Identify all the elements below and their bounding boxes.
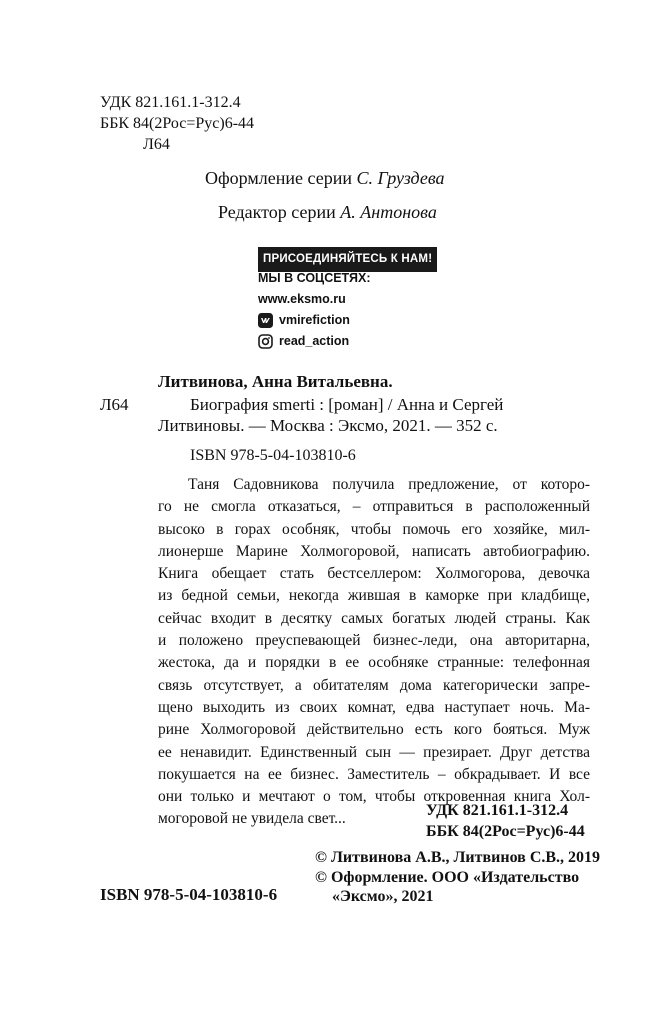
annotation-line: щено выходить из своих комнат, едва наступает ночь. Ма- (158, 698, 590, 716)
annotation-line: покушается на ее бизнес. Заместитель – обкрадывает. И все (158, 765, 590, 783)
bibliography-isbn: ISBN 978-5-04-103810-6 (190, 447, 356, 464)
series-design-credit (205, 166, 445, 190)
author-heading: Литвинова, Анна Витальевна. (158, 372, 393, 391)
series-editor-credit (218, 200, 437, 224)
social-block (258, 250, 448, 352)
annotation-line: ее ненавидит. Единственный сын — презирает. Друг детства (158, 743, 590, 761)
copyright-design: © Оформление. ООО «Издательство (315, 869, 580, 886)
annotation-line: могоровой не увидела свет... (158, 810, 346, 828)
social-subtitle: МЫ В СОЦСЕТЯХ: (258, 271, 371, 285)
annotation-line: Книга обещает стать бестселлером: Холмогорова, девочка (158, 565, 590, 583)
annotation-paragraph (158, 474, 590, 831)
bibliography-author-mark: Л64 (100, 395, 129, 414)
annotation-line: го не смогла отказаться, – отправиться в расположенный (158, 498, 590, 516)
author-mark: Л64 (143, 136, 170, 153)
series-design-label: Оформление серии (205, 168, 352, 188)
vk-handle: vmirefiction (279, 313, 350, 327)
instagram-row[interactable] (258, 331, 448, 352)
bbk-code: ББК 84(2Рос=Рус)6-44 (100, 115, 255, 132)
series-editor-name: А. Антонова (340, 202, 437, 222)
annotation-line: связь отсутствует, а обитателям дома категорически запре- (158, 676, 590, 694)
annotation-line: они только и мечтают о том, чтобы откровенная книга Хол- (158, 788, 590, 806)
footer-bbk-code: ББК 84(2Рос=Рус)6-44 (426, 823, 585, 840)
vk-icon (258, 313, 273, 328)
annotation-line: жестока, да и порядки в ее особняке странные: телефонная (158, 654, 590, 672)
copyright-publisher: «Эксмо», 2021 (332, 888, 434, 905)
footer-isbn: ISBN 978-5-04-103810-6 (100, 885, 278, 904)
instagram-handle: read_action (279, 334, 350, 348)
annotation-line: и положено преуспевающей бизнес-леди, она авторитарна, (158, 632, 590, 650)
copyright-authors: © Литвинова А.В., Литвинов С.В., 2019 (315, 849, 601, 866)
series-editor-label: Редактор серии (218, 202, 336, 222)
annotation-line: высоко в горах особняк, чтобы помочь его хозяйке, мил- (158, 520, 590, 538)
annotation-line: рине Холмогоровой действительно есть кого бояться. Муж (158, 721, 590, 739)
footer-udk-code: УДК 821.161.1-312.4 (426, 802, 569, 819)
series-design-name: С. Груздева (356, 168, 445, 188)
annotation-line: Таня Садовникова получила предложение, от которо- (188, 476, 590, 493)
bibliography-line-1: Биография smerti : [роман] / Анна и Сергей (190, 395, 504, 414)
udk-code: УДК 821.161.1-312.4 (100, 94, 241, 111)
bibliography-line-2: Литвиновы. — Москва : Эксмо, 2021. — 352 с. (158, 416, 498, 435)
annotation-line: из бедной семьи, некогда жившая в каморке при кладбище, (158, 587, 590, 605)
annotation-line: лионерше Марине Холмогоровой, написать автобиографию. (158, 542, 590, 560)
join-us-banner: ПРИСОЕДИНЯЙТЕСЬ К НАМ! (258, 247, 437, 272)
instagram-icon (258, 334, 273, 349)
annotation-line: сейчас входит в десятку самых богатых людей страны. Как (158, 609, 590, 627)
website-link[interactable]: www.eksmo.ru (258, 292, 346, 306)
vk-row[interactable] (258, 310, 448, 331)
